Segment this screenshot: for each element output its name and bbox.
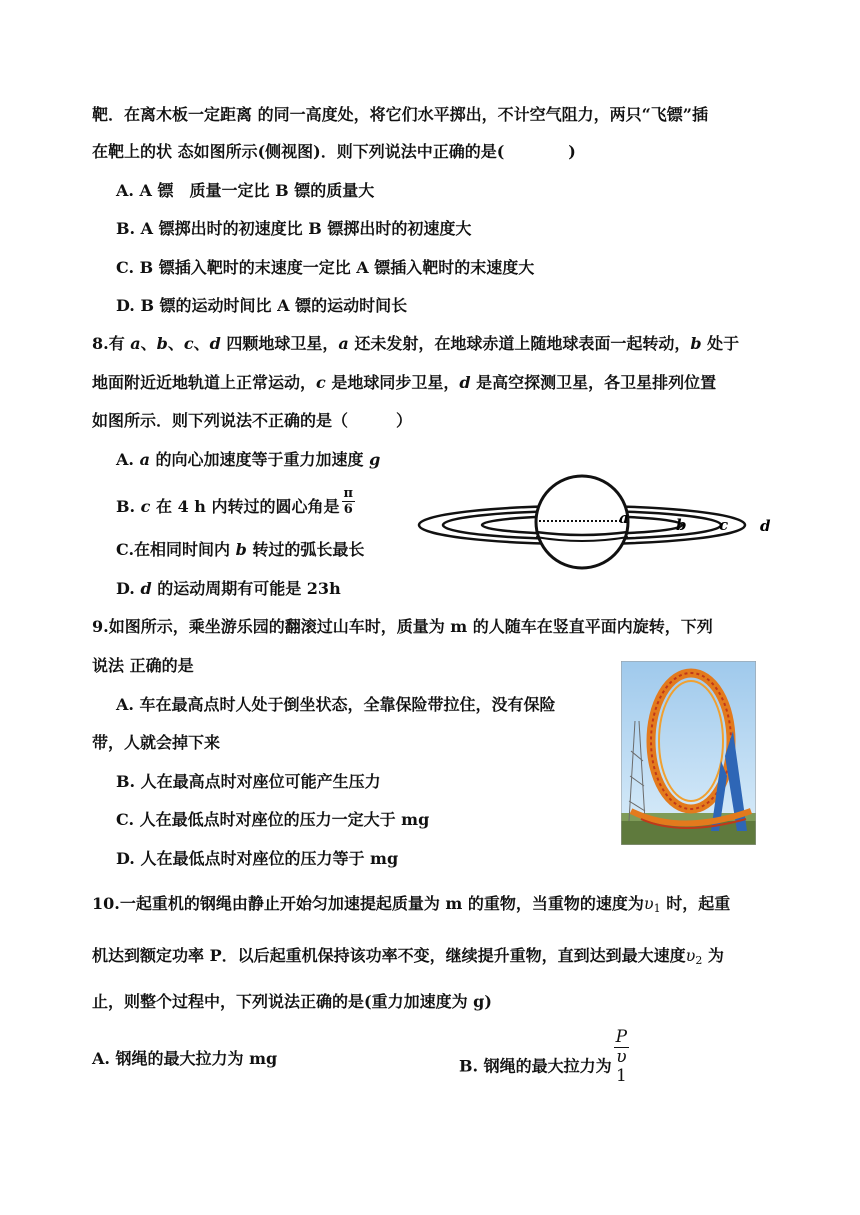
q10-option-b: B. 钢绳的最大拉力为 P υ 1 xyxy=(459,1027,628,1086)
q8-text-line3: 如图所示．则下列说法不正确的是（ ） xyxy=(92,411,413,430)
q9-option-c: C. 人在最低点时对座位的压力一定大于 mg xyxy=(116,810,430,829)
q8-text-line1: 8.有 a、b、c、d 四颗地球卫星，a 还未发射，在地球赤道上随地球表面一起转动，b 处于 xyxy=(92,334,740,353)
q7-option-c: C. B 镖插入靶时的末速度一定比 A 镖插入靶时的末速度大 xyxy=(116,258,535,277)
label-a: a xyxy=(619,509,629,527)
q8-option-c: C.在相同时间内 b 转过的弧长最长 xyxy=(116,540,365,559)
q7-option-b: B. A 镖掷出时的初速度比 B 镖掷出时的初速度大 xyxy=(116,219,472,238)
q10-text-line1: 10.一起重机的钢绳由静止开始匀加速提起质量为 m 的重物，当重物的速度为$\upsilon_1$ 时，起重 xyxy=(92,894,731,915)
q7-text-line2: 在靶上的状 态如图所示(侧视图)．则下列说法中正确的是( ) xyxy=(92,142,576,161)
q8-text-line2: 地面附近近地轨道上正常运动，c 是地球同步卫星，d 是高空探测卫星，各卫星排列位置 xyxy=(92,373,717,392)
q7-option-d: D. B 镖的运动时间比 A 镖的运动时间长 xyxy=(116,296,408,315)
q10-text-line3: 止，则整个过程中，下列说法正确的是(重力加速度为 g) xyxy=(92,992,492,1011)
label-d: d xyxy=(760,517,771,535)
q9-option-a-line1: A. 车在最高点时人处于倒坐状态，全靠保险带拉住，没有保险 xyxy=(116,695,556,714)
label-c: c xyxy=(719,516,729,534)
q10-option-a: A. 钢绳的最大拉力为 mg xyxy=(92,1049,278,1068)
q10-text-line2: 机达到额定功率 P．以后起重机保持该功率不变，继续提升重物，直到达到最大速度$\upsilon_2$ 为 xyxy=(92,946,724,967)
q9-option-d: D. 人在最低点时对座位的压力等于 mg xyxy=(116,849,399,868)
roller-coaster-photo xyxy=(621,661,756,845)
earth-circle xyxy=(536,476,628,568)
q8-option-b: B. c 在 4 h 内转过的圆心角是 $\frac{\pi}{6}$ xyxy=(116,486,354,517)
q8-option-a: A. a 的向心加速度等于重力加速度 g xyxy=(116,450,381,469)
pi-over-6-fraction: $\frac{\pi}{6}$ xyxy=(343,486,354,517)
q9-text-line1: 9.如图所示，乘坐游乐园的翻滚过山车时，质量为 m 的人随车在竖直平面内旋转，下列 xyxy=(92,617,713,636)
q7-text-line1: 靶．在离木板一定距离 的同一高度处，将它们水平掷出，不计空气阻力，两只“飞镖”插 xyxy=(92,105,708,124)
q9-text-line2: 说法 正确的是 xyxy=(92,656,194,675)
q7-option-a: A. A 镖 质量一定比 B 镖的质量大 xyxy=(116,181,375,200)
label-b: b xyxy=(676,516,687,534)
satellite-orbit-figure xyxy=(415,468,780,580)
q8-option-d: D. d 的运动周期有可能是 23h xyxy=(116,579,341,598)
q9-option-b: B. 人在最高点时对座位可能产生压力 xyxy=(116,772,381,791)
p-over-v1-fraction: P υ 1 xyxy=(615,1027,628,1086)
q9-option-a-line2: 带，人就会掉下来 xyxy=(92,733,221,752)
